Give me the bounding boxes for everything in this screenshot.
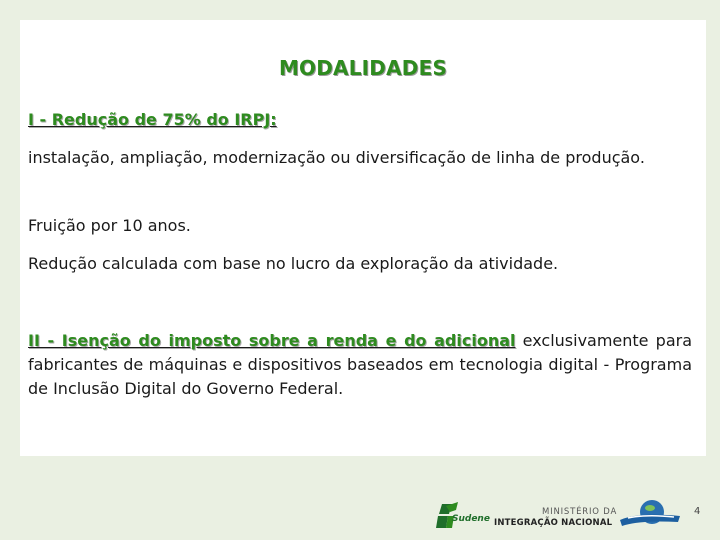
footer-logos: [432, 498, 712, 532]
slide-title: MODALIDADES: [278, 56, 448, 80]
slide-content-panel: [20, 20, 706, 456]
ministry-name: INTEGRAÇÃO NACIONAL: [494, 518, 613, 528]
section2-heading: II - Isenção do imposto sobre a renda e do adicional: [28, 331, 516, 350]
section1-duration: Fruição por 10 anos.: [28, 216, 191, 235]
page-number: 4: [694, 506, 701, 517]
section1-calculation-basis: Redução calculada com base no lucro da exploração da atividade.: [28, 254, 559, 273]
section1-description: instalação, ampliação, modernização ou diversificação de linha de produção.: [28, 148, 645, 167]
ministry-label: MINISTÉRIO DA: [542, 507, 618, 517]
section1-heading: I - Redução de 75% do IRPJ:: [28, 110, 277, 129]
sudene-label: Sudene: [452, 514, 490, 524]
section2-paragraph: [28, 329, 692, 401]
brasil-government-logo-icon: [618, 498, 682, 528]
section2-description: exclusivamente para fabricantes de máquinas e dispositivos baseados em tecnologia digital - Programa de Inclusão Digital do Governo Federal.: [28, 331, 693, 398]
